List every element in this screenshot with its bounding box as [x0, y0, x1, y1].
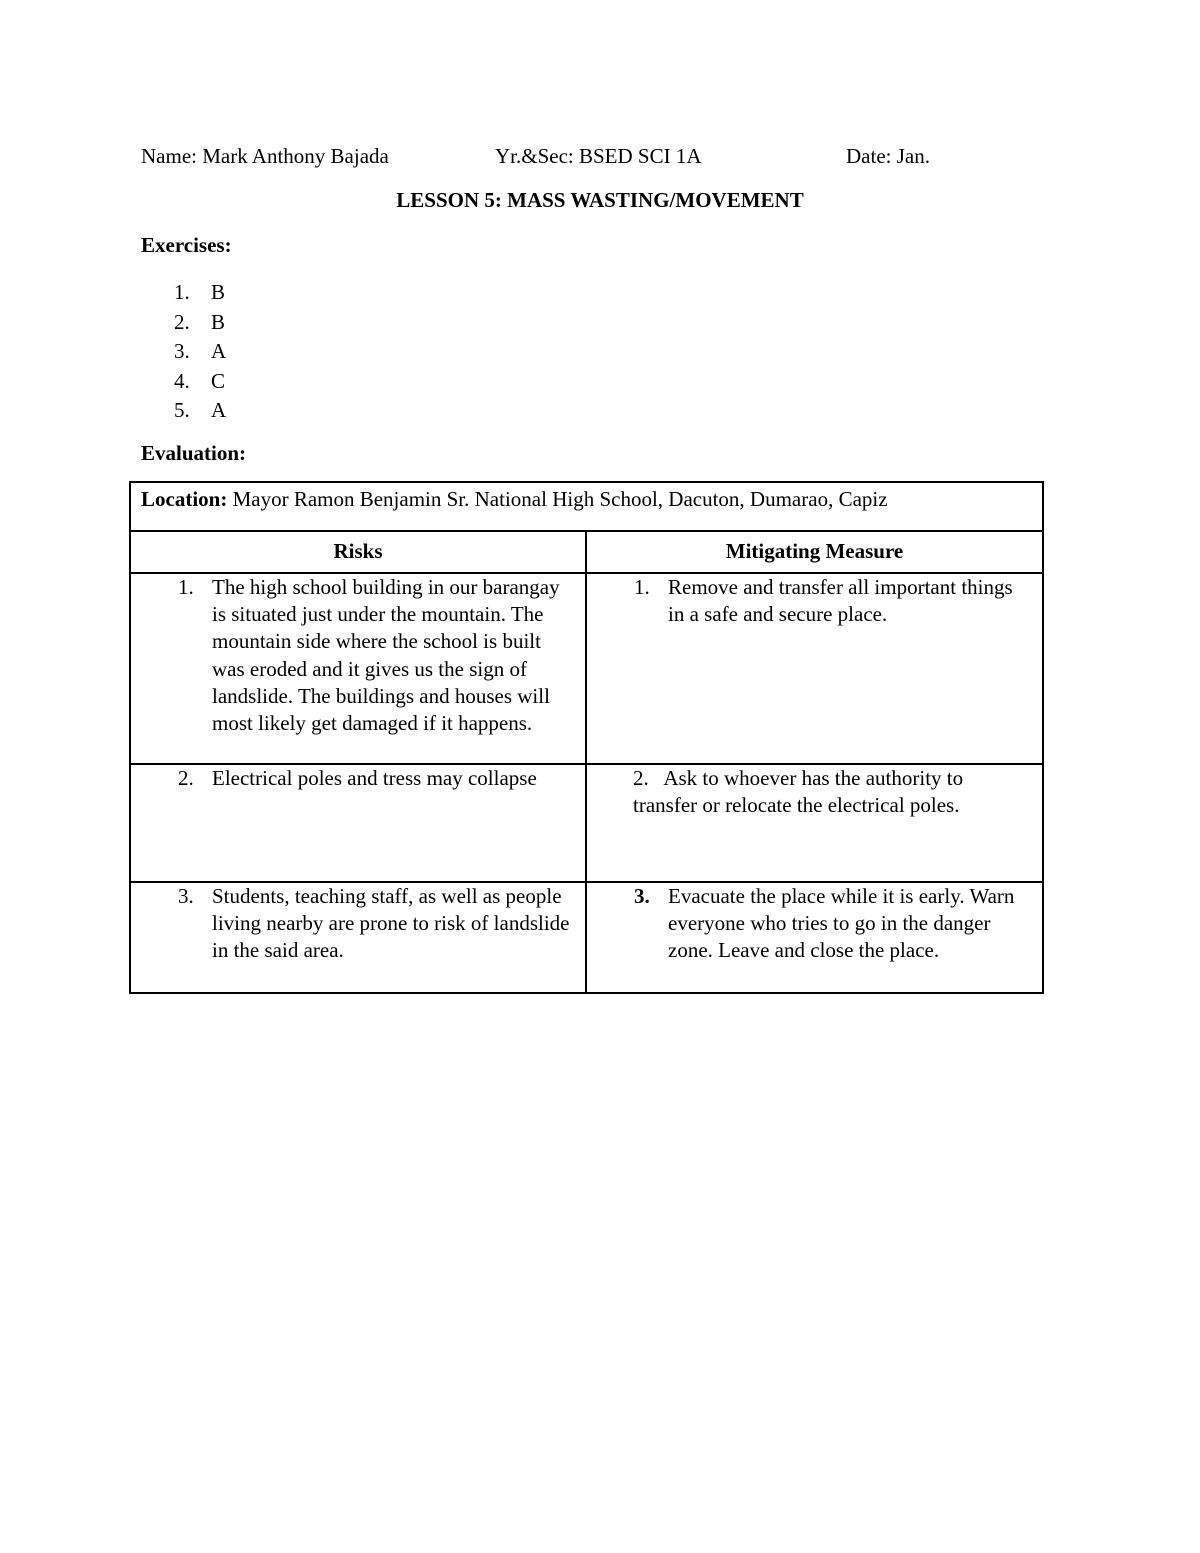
- measure-cell: [586, 764, 1043, 882]
- measure-item: [587, 883, 1042, 965]
- header-line: [141, 144, 1041, 172]
- risk-item: [131, 883, 585, 965]
- measure-cell: [586, 882, 1043, 993]
- item-answer: C: [211, 368, 226, 393]
- risk-number: 3.: [178, 884, 194, 908]
- table-header-row: [130, 531, 1043, 573]
- measure-number: 1.: [634, 575, 650, 599]
- location-label: Location:: [141, 487, 228, 511]
- risk-text: Electrical poles and tress may collapse: [212, 766, 537, 790]
- risk-text: Students, teaching staff, as well as people living nearby are prone to risk of landslide in the said area.: [212, 884, 570, 963]
- measure-text: Remove and transfer all important things in a safe and secure place.: [668, 575, 1013, 627]
- lesson-title: LESSON 5: MASS WASTING/MOVEMENT: [396, 188, 804, 212]
- risk-cell: [130, 764, 586, 882]
- measure-number: 3.: [634, 884, 650, 908]
- location-row: [130, 482, 1043, 531]
- item-number: 2.: [174, 309, 190, 334]
- risk-cell: [130, 573, 586, 764]
- item-answer: B: [211, 309, 226, 334]
- location-cell: [130, 482, 1043, 531]
- item-number: 3.: [174, 339, 190, 363]
- table-row: [130, 764, 1043, 882]
- measure-text: Ask to whoever has the authority to transfer or relocate the electrical poles.: [633, 766, 964, 818]
- item-answer: A: [211, 398, 227, 422]
- location-value: Mayor Ramon Benjamin Sr. National High School, Dacuton, Dumarao, Capiz: [227, 487, 888, 511]
- evaluation-table: [129, 481, 1044, 994]
- item-number: 4.: [174, 368, 190, 393]
- item-answer: B: [211, 280, 226, 304]
- item-answer: A: [211, 339, 227, 363]
- item-number: 5.: [174, 398, 190, 422]
- measures-column-header: Mitigating Measure: [586, 531, 1043, 573]
- risk-text: The high school building in our barangay is situated just under the mountain. The mountain side where the school is built was eroded and it gives us the sign of landslide. The buildings and houses will most likely get damaged if it happens.: [212, 575, 560, 736]
- item-number: 1.: [174, 280, 190, 304]
- table-row: [130, 882, 1043, 993]
- measure-text: Evacuate the place while it is early. Warn everyone who tries to go in the danger zone. Leave and close the place.: [668, 884, 1015, 963]
- table-row: [130, 573, 1043, 764]
- risks-column-header: Risks: [130, 531, 586, 573]
- evaluation-heading: Evaluation:: [141, 441, 247, 465]
- measure-item: [587, 574, 1042, 628]
- risk-item: [131, 765, 585, 792]
- risk-cell: [130, 882, 586, 993]
- exercises-heading: Exercises:: [141, 233, 232, 257]
- risk-number: 1.: [178, 575, 194, 599]
- risk-item: [131, 574, 585, 737]
- year-section: Yr.&Sec: BSED SCI 1A: [495, 144, 702, 168]
- measure-cell: [586, 573, 1043, 764]
- student-name: Name: Mark Anthony Bajada: [141, 144, 389, 168]
- measure-number: 2.: [633, 766, 649, 790]
- measure-item: [587, 765, 1042, 819]
- date: Date: Jan.: [846, 144, 930, 168]
- risk-number: 2.: [178, 766, 194, 790]
